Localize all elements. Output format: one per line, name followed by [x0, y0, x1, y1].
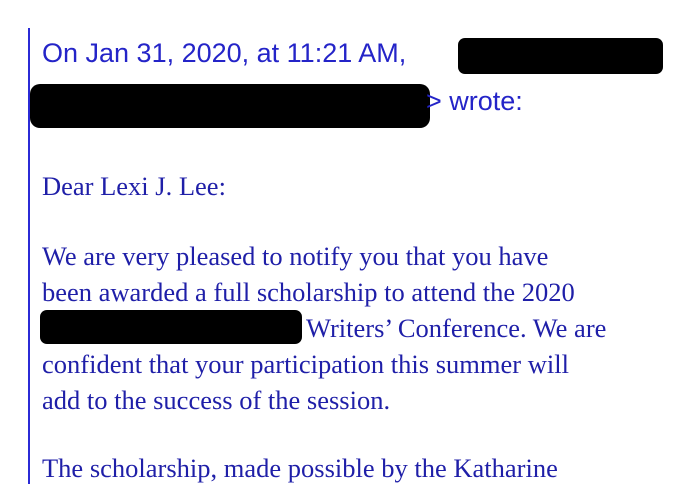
redacted-conference-name — [40, 310, 302, 344]
letter-salutation: Dear Lexi J. Lee: — [42, 171, 226, 201]
redacted-sender-email — [30, 84, 430, 128]
paragraph-line: Writers’ Conference. We are — [306, 313, 607, 343]
paragraph-line: been awarded a full scholarship to attend the 2020 — [42, 277, 575, 307]
redacted-sender-name — [458, 38, 663, 74]
paragraph-line: We are very pleased to notify you that you have — [42, 241, 549, 271]
letter-paragraph-2: The scholarship, made possible by the Katharine — [42, 453, 558, 483]
email-header-date: On Jan 31, 2020, at 11:21 AM, — [42, 38, 407, 68]
paragraph-line: confident that your participation this summer will — [42, 349, 569, 379]
paragraph-line: add to the success of the session. — [42, 385, 391, 415]
email-header-wrote: > wrote: — [426, 86, 523, 116]
